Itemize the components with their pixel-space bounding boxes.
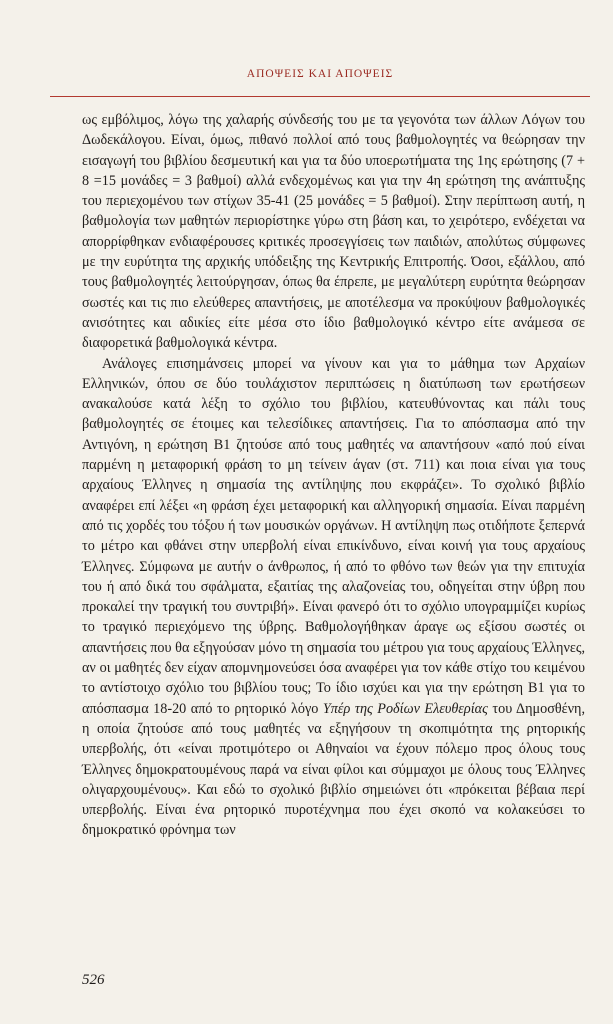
paragraph-2-text-b: του Δημοσθένη, η οποία ζητούσε από τους μαθητές να εξηγήσουν τη σκοπιμότητα της ρητορικής υπερβολής, ότι «είναι προτιμότερο οι Αθηναίοι να έχουν πόλεμο προς όλους τους Έλληνες δημοκρατουμένους παρά να είναι φίλοι και σύμμαχοι με όλους τους Έλληνες ολιγαρχουμένους». Και εδώ το σχολικό βιβλίο σημειώνει ότι «πρόκειται βέβαια περί υπερβολής. Είναι ένα ρητορικό πυροτέχνημα που έχει σκοπό να κολακεύσει το δημοκρατικό φρόνημα των (82, 700, 586, 839)
page-number: 526 (82, 972, 105, 988)
paragraph-2-text-a: Ανάλογες επισημάνσεις μπορεί να γίνουν και για το μάθημα των Αρχαίων Ελληνικών, όπου σε δύο τουλάχιστον περιπτώσεις η διατύπωση των ερωτήσεων ανακαλούσε κατά λέξη το σχόλιο του βιβλίου, κατευθύνοντας και πάλι τους βαθμολογητές σε έτοιμες και τελεσίδικες απαντήσεις. Για το απόσπασμα από την Αντιγόνη, η ερώτηση Β1 ζητούσε από τους μαθητές να απαντήσουν «από πού είναι παρμένη η μεταφορική φράση το μη τείνειν άγαν (στ. 711) και ποια είναι για τους αρχαίους Έλληνες η σημασία της αντίληψης που εκφράζει». Το σχολικό βιβλίο αναφέρει επί λέξει «η φράση έχει μεταφορική και αλληγορική σημασία. Είναι παρμένη από τις χορδές του τόξου ή των μουσικών οργάνων. Η αντίληψη πως οτιδήποτε ξεπερνά το μέτρο και φθάνει στην υπερβολή είναι επικίνδυνο, είναι κοινή για τους αρχαίους Έλληνες. Σύμφωνα με αυτήν ο άνθρωπος, ή από το φθόνο των θεών για την επιτυχία του ή από δικά του σφάλματα, εξαιτίας της αλαζονείας του, οδηγείται στην ύβρη που προκαλεί την τραγική του συντριβή». Είναι φανερό ότι το σχόλιο υπογραμμίζει κυρίως το τραγικό περιεχόμενο της ύβρης. Βαθμολογήθηκαν άραγε ως εξίσου σωστές οι απαντήσεις που θα εξηγούσαν μόνο τη σημασία του μέτρου για τους αρχαίους Έλληνες, αν οι μαθητές δεν είχαν απομνημονεύσει όσα αναφέρει για τον κάθε στίχο του κειμένου το αντίστοιχο σχόλιο του βιβλίου τους; Το ίδιο ισχύει και για την ερώτηση Β1 για το απόσπασμα 18-20 από το ρητορικό λόγο (82, 355, 585, 717)
body-text (82, 110, 585, 841)
running-header: ΑΠΟΨΕΙΣ ΚΑΙ ΑΠΟΨΕΙΣ (246, 68, 394, 80)
header-divider (50, 96, 590, 97)
paragraph-2 (82, 354, 585, 841)
paragraph-1: ως εμβόλιμος, λόγω της χαλαρής σύνδεσής του με τα γεγονότα των άλλων Λόγων του Δωδεκάλογου. Είναι, όμως, πιθανό πολλοί από τους βαθμολογητές να θεώρησαν την εισαγωγή του βιβλίου δεσμευτική και για τα δύο υποερωτήματα της 1ης ερώτησης (7 + 8 =15 μονάδες = 3 βαθμοί) αλλά ενδεχομένως και για την 4η ερώτηση της ανάπτυξης του περιεχομένου των στίχων 35-41 (25 μονάδες = 5 βαθμοί). Στην περίπτωση αυτή, η βαθμολογία των μαθητών περιορίστηκε γύρω στη βάση και, το χειρότερο, ενδέχεται να απορρίφθηκαν ενδιαφέρουσες κριτικές προσεγγίσεις των παιδιών, απολύτως σύμφωνες με την ευρύτητα της αρχικής υπόδειξης της Κεντρικής Επιτροπής. Όσοι, εξάλλου, από τους βαθμολογητές λειτούργησαν, όπως θα έπρεπε, με μεγαλύτερη ευρύτητα θεώρησαν σωστές και τις πιο ελεύθερες απαντήσεις, με αποτέλεσμα να προκύψουν βαθμολογικές ανισότητες και αδικίες είτε μέσα στο ίδιο βαθμολογικό κέντρο είτε ανάμεσα σε διαφορετικά βαθμολογικά κέντρα. (82, 112, 585, 352)
speech-title-italic: Υπέρ της Ροδίων Ελευθερίας (322, 700, 488, 717)
